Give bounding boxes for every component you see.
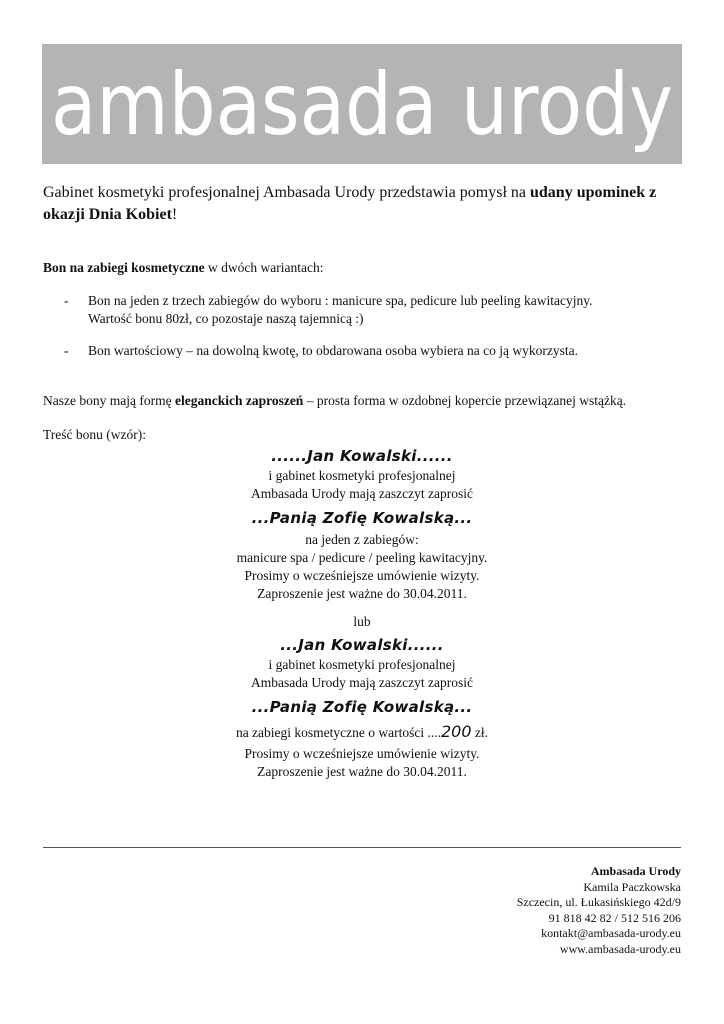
form-paragraph [43,392,693,410]
voucher-types-heading [43,259,323,277]
footer-email[interactable]: kontakt@ambasada-urody.eu [541,926,681,940]
voucher-option-1-line1: Bon na jeden z trzech zabiegów do wyboru : manicure spa, pedicure lub peeling kawitacyjny. [88,293,593,308]
brand-logo [42,44,682,164]
voucher-2 [0,635,724,781]
voucher-2-value-amount: 200 [441,722,472,741]
footer-person: Kamila Paczkowska [583,879,681,894]
or-separator: lub [353,614,371,629]
voucher-2-from: ...Jan Kowalski...... [280,636,444,654]
voucher-option-2-line1: Bon wartościowy – na dowolną kwotę, to obdarowana osoba wybiera na co ją wykorzysta. [88,343,578,358]
intro-end: ! [171,206,178,223]
voucher-2-line1: i gabinet kosmetyki profesjonalnej [268,657,456,672]
footer-address: Szczecin, ul. Łukasińskiego 42d/9 [516,895,681,909]
voucher-2-value-line [0,720,724,745]
voucher-1-line2: Ambasada Urody mają zaszczyt zaprosić [251,486,473,501]
voucher-2-line5: Prosimy o wcześniejsze umówienie wizyty. [244,746,480,761]
voucher-types-title: Bon na zabiegi kosmetyczne [43,260,205,275]
voucher-2-value-prefix: na zabiegi kosmetyczne o wartości .... [235,725,441,740]
voucher-1-line1: i gabinet kosmetyki profesjonalnej [268,468,456,483]
voucher-1-to: ...Panią Zofię Kowalską... [251,509,473,527]
voucher-1-from: ......Jan Kowalski...... [271,447,453,465]
logo-text: ambasada urody [51,55,673,155]
intro-text: Gabinet kosmetyki profesjonalnej Ambasada Urody przedstawia pomysł na [43,184,530,201]
voucher-1-line4: manicure spa / pedicure / peeling kawitacyjny. [236,550,488,565]
footer-phones: 91 818 42 82 / 512 516 206 [548,910,681,925]
logo-banner [42,44,682,164]
voucher-2-to: ...Panią Zofię Kowalską... [251,698,473,716]
intro-paragraph [43,182,683,226]
footer-divider [43,847,681,848]
voucher-1-line6: Zaproszenie jest ważne do 30.04.2011. [257,586,467,601]
voucher-1-line5: Prosimy o wcześniejsze umówienie wizyty. [244,568,480,583]
voucher-2-line6: Zaproszenie jest ważne do 30.04.2011. [257,764,467,779]
footer-company: Ambasada Urody [590,864,681,878]
bullet-dash: - [64,343,69,358]
footer-website[interactable]: www.ambasada-urody.eu [559,941,681,956]
voucher-1 [0,446,724,603]
form-highlight: eleganckich zaproszeń [174,393,304,408]
voucher-option-1-line2: Wartość bonu 80zł, co pozostaje naszą tajemnicą :) [88,311,364,326]
voucher-1-line3: na jeden z zabiegów: [305,532,419,547]
template-heading: Treść bonu (wzór): [43,427,146,442]
voucher-2-line2: Ambasada Urody mają zaszczyt zaprosić [251,675,473,690]
form-text-1: Nasze bony mają formę [43,393,175,408]
voucher-types-rest: w dwóch wariantach: [204,260,324,275]
bullet-dash: - [64,293,69,308]
form-text-2: – prosta forma w ozdobnej kopercie przewiązanej wstążką. [303,393,627,408]
footer-contact [517,864,681,957]
voucher-2-value-suffix: zł. [471,725,489,740]
intro-highlight: udany upominek z okazji Dnia Kobiet [43,184,657,223]
